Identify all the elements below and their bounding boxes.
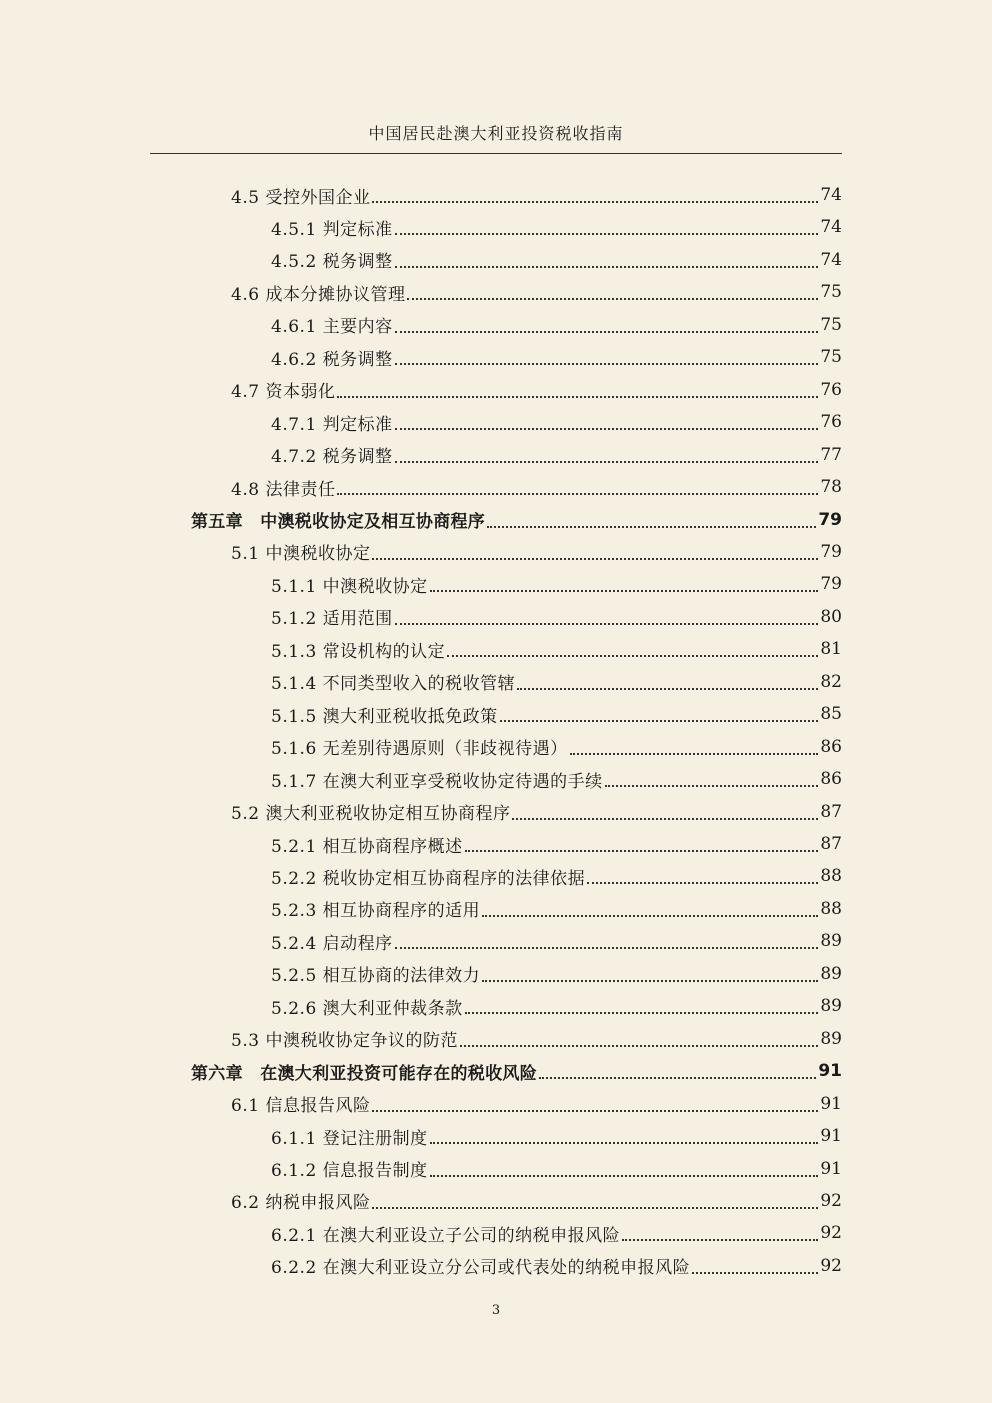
toc-entry-page: 89: [820, 931, 842, 952]
toc-entry-page: 89: [820, 1028, 842, 1049]
toc-entry-page: 78: [820, 477, 842, 498]
toc-entry[interactable]: [231, 472, 842, 502]
toc-entry-page: 79: [820, 574, 842, 595]
header-divider: [150, 153, 842, 154]
toc-entry-page: 85: [820, 704, 842, 725]
toc-entry-page: 80: [820, 606, 842, 627]
toc-entry-page: 79: [818, 509, 842, 530]
toc-entry-page: 88: [820, 866, 842, 887]
toc-entry[interactable]: [231, 537, 842, 567]
toc-dot-leader: [372, 1207, 818, 1209]
toc-entry-label: 5.1.5 澳大利亚税收抵免政策: [271, 706, 498, 727]
toc-entry-page: 75: [820, 282, 842, 303]
toc-entry-page: 91: [820, 1126, 842, 1147]
toc-entry-label: 4.7.2 税务调整: [271, 447, 393, 468]
toc-dot-leader: [465, 850, 819, 852]
toc-entry-page: 92: [820, 1255, 842, 1276]
toc-dot-leader: [395, 623, 819, 625]
toc-dot-leader: [460, 1045, 818, 1047]
toc-entry-page: 86: [820, 769, 842, 790]
toc-entry-label: 5.2.6 澳大利亚仲裁条款: [271, 998, 463, 1019]
toc-entry-label: 5.1.4 不同类型收入的税收管辖: [271, 674, 516, 695]
toc-entry-label: 5.2.5 相互协商的法律效力: [271, 966, 481, 987]
toc-entry-page: 76: [820, 412, 842, 433]
toc-dot-leader: [447, 655, 818, 657]
toc-dot-leader: [337, 396, 818, 398]
toc-entry[interactable]: [271, 342, 842, 372]
toc-dot-leader: [395, 363, 819, 365]
toc-entry[interactable]: [271, 1218, 842, 1248]
toc-entry-page: 74: [820, 217, 842, 238]
page-header-title: 中国居民赴澳大利亚投资税收指南: [368, 124, 624, 143]
toc-entry[interactable]: [271, 667, 842, 697]
toc-entry[interactable]: [271, 699, 842, 729]
toc-entry[interactable]: [271, 732, 842, 762]
toc-entry[interactable]: [271, 407, 842, 437]
toc-entry-page: 89: [820, 963, 842, 984]
toc-dot-leader: [395, 947, 819, 949]
toc-entry-page: 75: [820, 314, 842, 335]
toc-entry[interactable]: [231, 1186, 842, 1216]
toc-entry[interactable]: [271, 829, 842, 859]
toc-entry[interactable]: [271, 310, 842, 340]
toc-entry[interactable]: [271, 634, 842, 664]
toc-dot-leader: [482, 915, 818, 917]
toc-entry[interactable]: [271, 861, 842, 891]
toc-entry-label: 4.8 法律责任: [231, 479, 336, 500]
toc-entry[interactable]: [271, 959, 842, 989]
toc-entry-label: 4.7 资本弱化: [231, 382, 336, 403]
toc-dot-leader: [430, 590, 819, 592]
toc-entry-page: 77: [820, 444, 842, 465]
toc-entry-label: 4.5.2 税务调整: [271, 252, 393, 273]
toc-entry-label: 5.2.4 启动程序: [271, 933, 393, 954]
toc-dot-leader: [395, 331, 819, 333]
toc-dot-leader: [605, 785, 819, 787]
toc-entry[interactable]: [271, 894, 842, 924]
toc-dot-leader: [372, 201, 818, 203]
toc-entry-page: 81: [820, 639, 842, 660]
toc-entry-label: 5.1.3 常设机构的认定: [271, 641, 446, 662]
toc-entry-label: 第五章 中澳税收协定及相互协商程序: [191, 512, 486, 532]
toc-dot-leader: [430, 1175, 819, 1177]
toc-entry-page: 74: [820, 249, 842, 270]
toc-dot-leader: [407, 298, 818, 300]
toc-dot-leader: [395, 233, 819, 235]
toc-dot-leader: [539, 1077, 816, 1079]
toc-entry-page: 92: [820, 1190, 842, 1211]
toc-entry[interactable]: [271, 212, 842, 242]
toc-entry[interactable]: [231, 180, 842, 210]
toc-dot-leader: [395, 428, 819, 430]
toc-dot-leader: [587, 882, 818, 884]
toc-entry-label: 6.2.2 在澳大利亚设立分公司或代表处的纳税申报风险: [271, 1258, 691, 1279]
toc-dot-leader: [487, 526, 816, 528]
toc-entry-page: 86: [820, 736, 842, 757]
toc-dot-leader: [570, 753, 819, 755]
toc-entry[interactable]: [271, 1251, 842, 1281]
toc-entry[interactable]: [271, 569, 842, 599]
toc-entry-page: 92: [820, 1223, 842, 1244]
toc-entry-label: 5.2.2 税收协定相互协商程序的法律依据: [271, 868, 586, 889]
toc-dot-leader: [517, 688, 818, 690]
toc-entry-label: 4.6 成本分摊协议管理: [231, 284, 406, 305]
page-number: 3: [491, 1303, 501, 1318]
toc-entry[interactable]: [271, 764, 842, 794]
toc-entry[interactable]: [231, 1024, 842, 1054]
toc-entry[interactable]: [271, 1121, 842, 1151]
toc-entry[interactable]: [231, 1089, 842, 1119]
toc-entry[interactable]: [231, 797, 842, 827]
toc-entry-label: 6.1 信息报告风险: [231, 1096, 371, 1117]
toc-entry-label: 5.1.2 适用范围: [271, 609, 393, 630]
toc-dot-leader: [372, 1110, 818, 1112]
toc-entry-label: 5.1.1 中澳税收协定: [271, 576, 428, 597]
toc-entry[interactable]: [231, 375, 842, 405]
toc-entry-label: 6.2.1 在澳大利亚设立子公司的纳税申报风险: [271, 1225, 621, 1246]
toc-entry-page: 75: [820, 347, 842, 368]
toc-entry-label: 5.2.1 相互协商程序概述: [271, 836, 463, 857]
toc-entry-page: 91: [820, 1158, 842, 1179]
toc-entry-page: 82: [820, 671, 842, 692]
toc-dot-leader: [430, 1142, 819, 1144]
toc-entry[interactable]: [271, 602, 842, 632]
toc-entry-page: 76: [820, 379, 842, 400]
toc-entry[interactable]: [271, 245, 842, 275]
toc-entry-page: 88: [820, 898, 842, 919]
toc-entry-label: 4.6.2 税务调整: [271, 349, 393, 370]
toc-dot-leader: [622, 1239, 818, 1241]
toc-entry[interactable]: [271, 991, 842, 1021]
toc-entry-page: 91: [818, 1061, 842, 1082]
toc-entry-label: 5.1 中澳税收协定: [231, 544, 371, 565]
toc-dot-leader: [395, 266, 819, 268]
toc-entry-label: 4.5.1 判定标准: [271, 219, 393, 240]
toc-entry-label: 4.6.1 主要内容: [271, 317, 393, 338]
toc-dot-leader: [692, 1272, 818, 1274]
toc-entry-page: 89: [820, 996, 842, 1017]
toc-entry-label: 5.1.7 在澳大利亚享受税收协定待遇的手续: [271, 771, 603, 792]
toc-dot-leader: [465, 1012, 819, 1014]
toc-entry[interactable]: [231, 277, 842, 307]
toc-dot-leader: [395, 461, 819, 463]
toc-dot-leader: [372, 558, 818, 560]
toc-dot-leader: [337, 493, 818, 495]
toc-entry-label: 6.2 纳税申报风险: [231, 1193, 371, 1214]
toc-entry-label: 6.1.1 登记注册制度: [271, 1128, 428, 1149]
toc-entry-label: 6.1.2 信息报告制度: [271, 1161, 428, 1181]
toc-dot-leader: [512, 818, 818, 820]
toc-entry[interactable]: [271, 926, 842, 956]
toc-entry-label: 5.3 中澳税收协定争议的防范: [231, 1031, 458, 1052]
toc-entry-label: 4.5 受控外国企业: [231, 187, 371, 208]
toc-entry-page: 79: [820, 541, 842, 562]
toc-chapter-entry[interactable]: [191, 505, 842, 535]
toc-entry-page: 87: [820, 834, 842, 854]
toc-entry[interactable]: [271, 1154, 842, 1184]
toc-entry-label: 4.7.1 判定标准: [271, 414, 393, 435]
toc-entry-label: 5.1.6 无差别待遇原则（非歧视待遇）: [271, 739, 568, 760]
toc-dot-leader: [500, 720, 819, 722]
toc-entry-label: 第六章 在澳大利亚投资可能存在的税收风险: [191, 1063, 537, 1084]
toc-entry-page: 74: [820, 185, 842, 205]
toc-entry-page: 91: [820, 1093, 842, 1114]
toc-entry-label: 5.2.3 相互协商程序的适用: [271, 901, 481, 922]
toc-entry-page: 87: [820, 801, 842, 822]
toc-chapter-entry[interactable]: [191, 1056, 842, 1086]
toc-dot-leader: [482, 980, 818, 982]
toc-entry[interactable]: [271, 440, 842, 470]
toc-entry-label: 5.2 澳大利亚税收协定相互协商程序: [231, 804, 511, 825]
